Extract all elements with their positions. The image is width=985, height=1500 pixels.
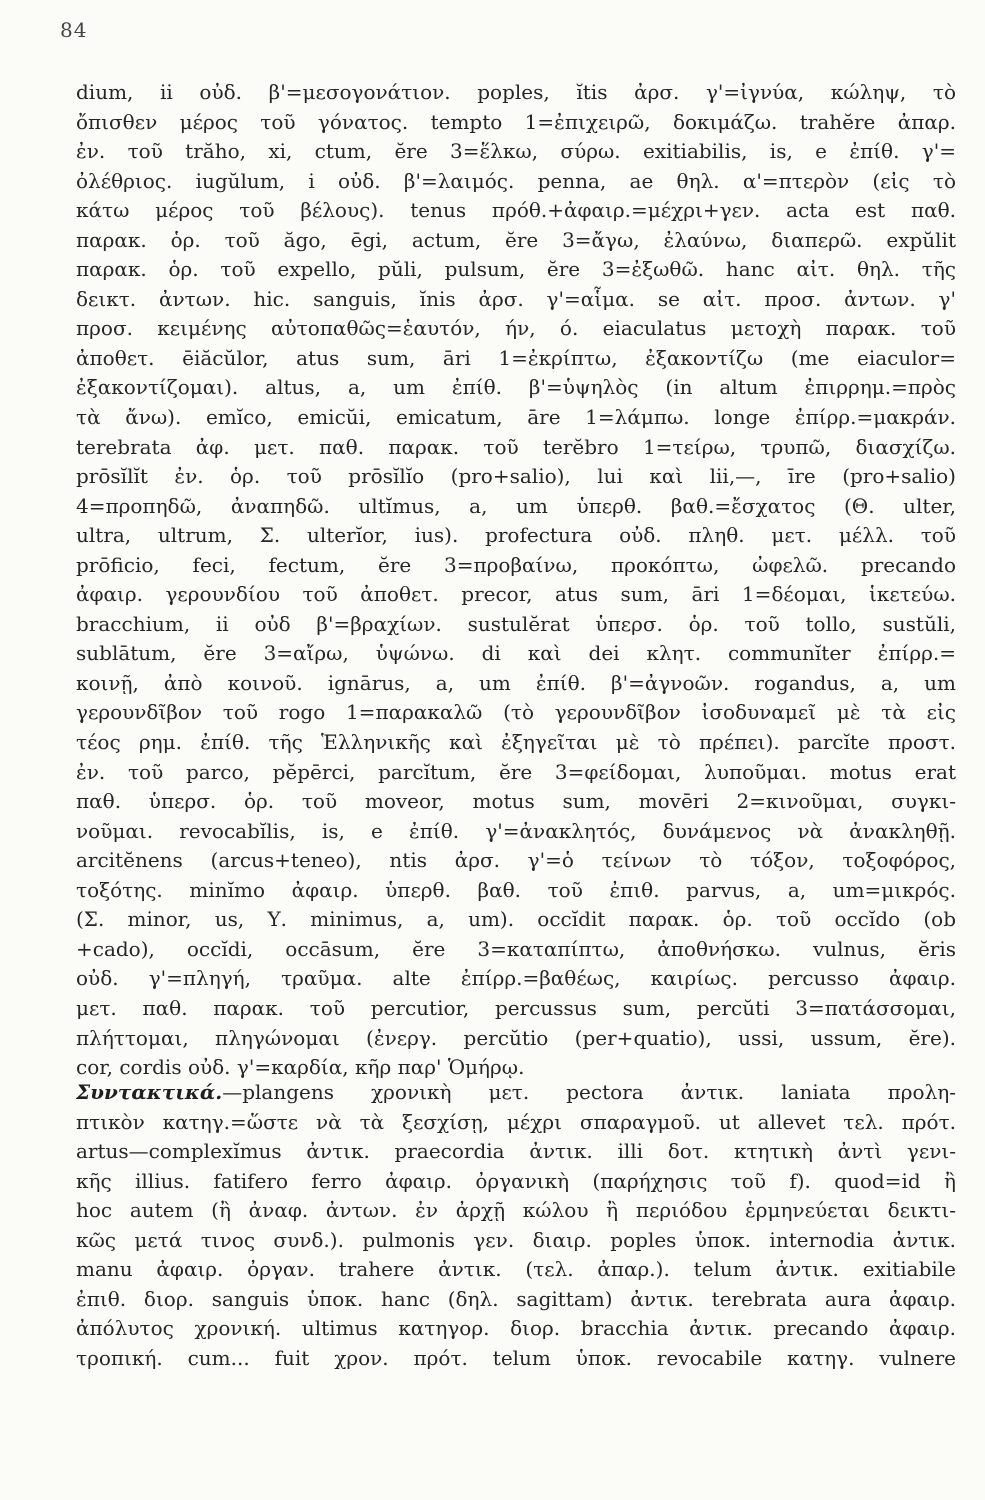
text-line: artus—complexĭmus ἀντικ. praecordia ἀντικ. illi δοτ. κτητικὴ ἀντὶ γενι- [76,1139,956,1164]
text-line: παθ. ὑπερσ. ὁρ. τοῦ moveor, motus sum, movēri 2=κινοῦμαι, συγκι- [76,789,956,814]
text-line: ἀφαιρ. γερουνδίου τοῦ ἀποθετ. precor, atus sum, āri 1=δέομαι, ἱκετεύω. [76,582,956,607]
text-line: τὰ ἄνω). emĭco, emicŭi, emicatum, āre 1=λάμπω. longe ἐπίρρ.=μακράν. [76,405,956,430]
text-line: ἐν. τοῦ trăho, xi, ctum, ĕre 3=ἕλκω, σύρω. exitiabilis, is, e ἐπίθ. γ'= [76,139,956,164]
text-line: κάτω μέρος τοῦ βέλους). tenus πρόθ.+ἀφαιρ.=μέχρι+γεν. acta est παθ. [76,198,956,223]
text-line: τοξότης. minĭmo ἀφαιρ. ὑπερθ. βαθ. τοῦ ἐπιθ. parvus, a, um=μικρός. [76,877,956,902]
text-line: ὄπισθεν μέρος τοῦ γόνατος. tempto 1=ἐπιχειρῶ, δοκιμάζω. trahĕre ἀπαρ. [76,109,956,134]
text-line: νοῦμαι. revocabĭlis, is, e ἐπίθ. γ'=ἀνακλητός, δυνάμενος νὰ ἀνακληθῇ. [76,818,956,843]
text-line: ultra, ultrum, Σ. ulterĭor, ius). profectura οὐδ. πληθ. μετ. μέλλ. τοῦ [76,523,956,548]
syntax-first-line [76,1078,956,1108]
text-line: terebrata ἀφ. μετ. παθ. παρακ. τοῦ terĕbro 1=τείρω, τρυπῶ, διασχίζω. [76,434,956,459]
text-line: κοινῇ, ἀπὸ κοινοῦ. ignārus, a, um ἐπίθ. β'=ἀγνοῶν. rogandus, a, um [76,670,956,695]
text-line: dium, ii οὐδ. β'=μεσογονάτιον. poples, ĭtis ἀρσ. γ'=ἰγνύα, κώληψ, τὸ [76,80,956,104]
text-line: πτικὸν κατηγ.=ὥστε νὰ τὰ ξεσχίσῃ, μέχρι σπαραγμοῦ. ut allevet τελ. πρότ. [76,1109,956,1134]
text-line: οὐδ. γ'=πληγή, τραῦμα. alte ἐπίρρ.=βαθέως, καιρίως. percusso ἀφαιρ. [76,966,956,991]
text-line: ἐν. τοῦ parco, pĕpērci, parcĭtum, ĕre 3=φείδομαι, λυποῦμαι. motus erat [76,759,956,784]
section-heading: Συντακτικά. [76,1080,223,1104]
text-line: ἐπιθ. διορ. sanguis ὑποκ. hanc (δηλ. sagittam) ἀντικ. terebrata aura ἀφαιρ. [76,1286,956,1311]
text-line: sublātum, ĕre 3=αἴρω, ὑψώνω. di καὶ dei κλητ. communĭter ἐπίρρ.= [76,641,956,666]
text-line: cor, cordis οὐδ. γ'=καρδία, κῆρ παρ' Ὁμήρῳ. [76,1055,525,1080]
text-line: δεικτ. ἀντων. hic. sanguis, ĭnis ἀρσ. γ'=αἷμα. se αἰτ. προσ. ἀντων. γ' [76,286,956,311]
text-line: παρακ. ὁρ. τοῦ ăgo, ēgi, actum, ĕre 3=ἄγω, ἐλαύνω, διαπερῶ. expŭlit [76,227,956,252]
text-line: prōsĭlĭt ἐν. ὁρ. τοῦ prōsĭlĭo (pro+salio), lui καὶ lii,—, īre (pro+salio) [76,464,956,489]
syntax-section [76,1078,956,1373]
glossary-section [76,78,956,1083]
text-line: γερουνδῖβον τοῦ rogo 1=παρακαλῶ (τὸ γερουνδῖβον ἰσοδυναμεῖ μὲ τὰ εἰς [76,700,956,725]
text-span: —plangens χρονικὴ μετ. pectora ἀντικ. laniata προλη- [222,1080,956,1104]
text-line: ὀλέθριος. iugŭlum, i οὐδ. β'=λαιμός. penna, ae θηλ. α'=πτερὸν (εἰς τὸ [76,168,956,193]
text-line: +cado), occĭdi, occāsum, ĕre 3=καταπίπτω, ἀποθνήσκω. vulnus, ĕris [76,936,956,961]
text-line: κῆς illius. fatifero ferro ἀφαιρ. ὀργανικὴ (παρήχησις τοῦ f). quod=id ἢ [76,1168,956,1193]
text-line: ἀποθετ. ēiăcŭlor, atus sum, āri 1=ἐκρίπτω, ἐξακοντίζω (me eiaculor= [76,345,956,370]
text-line: προσ. κειμένης αὐτοπαθῶς=ἑαυτόν, ήν, ό. eiaculatus μετοχὴ παρακ. τοῦ [76,316,956,341]
text-line: manu ἀφαιρ. ὀργαν. trahere ἀντικ. (τελ. ἀπαρ.). telum ἀντικ. exitiabile [76,1257,956,1282]
text-line: 4=προπηδῶ, ἀναπηδῶ. ultĭmus, a, um ὑπερθ. βαθ.=ἔσχατος (Θ. ulter, [76,493,956,518]
text-line: hoc autem (ἢ ἀναφ. ἀντων. ἐν ἀρχῇ κώλου ἢ περιόδου ἑρμηνεύεται δεικτι- [76,1198,956,1223]
text-line: μετ. παθ. παρακ. τοῦ percutior, percussus sum, percŭti 3=πατάσσομαι, [76,995,956,1020]
text-line: τέος ρημ. ἐπίθ. τῆς Ἑλληνικῆς καὶ ἐξηγεῖται μὲ τὸ πρέπει). parcĭte προστ. [76,730,956,755]
text-line: arcitĕnens (arcus+teneo), ntis ἀρσ. γ'=ὁ τείνων τὸ τόξον, τοξοφόρος, [76,848,956,873]
text-line: ἐξακοντίζομαι). altus, a, um ἐπίθ. β'=ὑψηλὸς (in altum ἐπιρρημ.=πρὸς [76,375,956,400]
page-number: 84 [60,18,88,42]
text-line: bracchium, ii οὐδ β'=βραχίων. sustulĕrat ὑπερσ. ὁρ. τοῦ tollo, sustŭli, [76,611,956,636]
text-line: κῶς μετά τινος συνδ.). pulmonis γεν. διαιρ. poples ὑποκ. internodia ἀντικ. [76,1227,956,1252]
text-line: πλήττομαι, πληγώνομαι (ἐνεργ. percŭtio (per+quatio), ussi, ussum, ĕre). [76,1025,956,1050]
text-line: ἀπόλυτος χρονική. ultimus κατηγορ. διορ. bracchia ἀντικ. precando ἀφαιρ. [76,1316,956,1341]
text-line: prōficio, feci, fectum, ĕre 3=προβαίνω, προκόπτω, ὠφελῶ. precando [76,552,956,577]
text-line: παρακ. ὁρ. τοῦ expello, pŭli, pulsum, ĕre 3=ἐξωθῶ. hanc αἰτ. θηλ. τῆς [76,257,956,282]
text-line: (Σ. minor, us, Υ. minimus, a, um). occĭdit παρακ. ὁρ. τοῦ occĭdo (ob [76,907,956,932]
text-line: τροπική. cum... fuit χρον. πρότ. telum ὑποκ. revocabile κατηγ. vulnere [76,1345,956,1370]
